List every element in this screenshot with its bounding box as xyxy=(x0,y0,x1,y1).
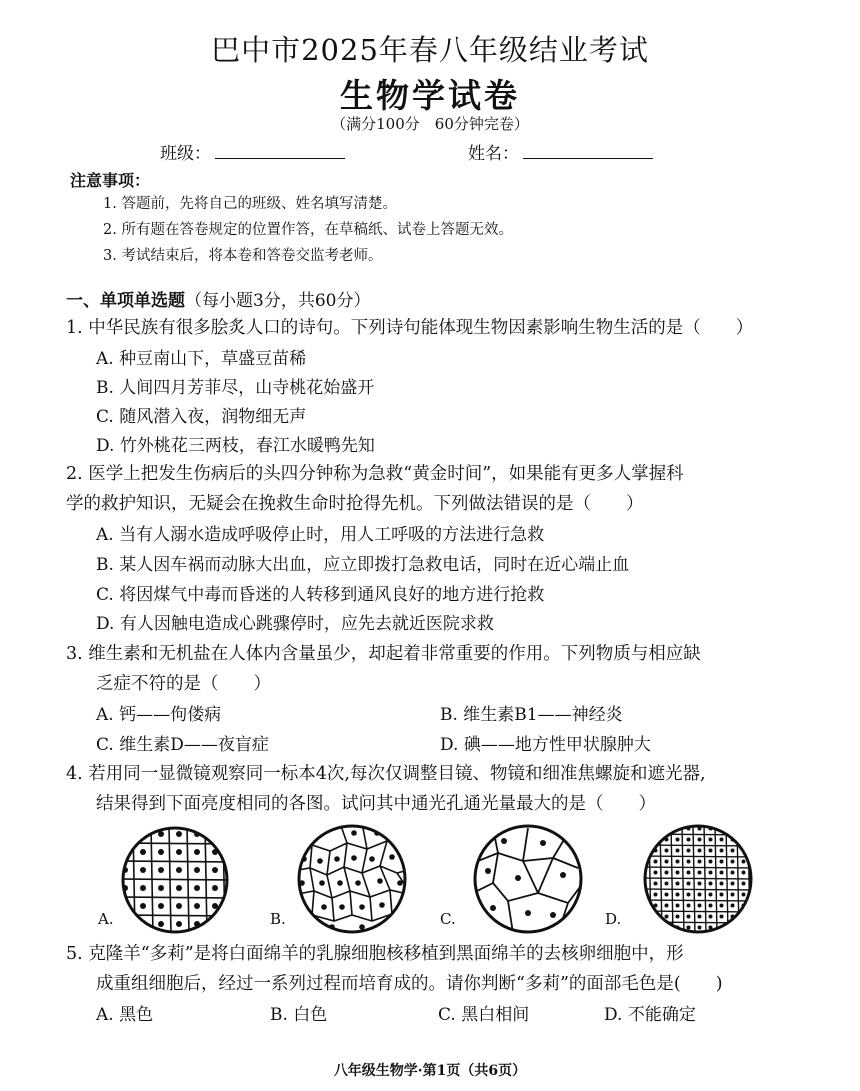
option-c: C. 黑白相间 xyxy=(438,1005,530,1025)
question-stem: 2. 医学上把发生伤病后的头四分钟称为急救“黄金时间”，如果能有更多人掌握科 xyxy=(66,464,684,484)
question-stem-cont: 学的救护知识，无疑会在挽救生命时抢得先机。下列做法错误的是（ ） xyxy=(66,494,644,514)
option-d: D. 有人因触电造成心跳骤停时，应先去就近医院求救 xyxy=(96,614,494,634)
figure-label-a: A. xyxy=(98,910,114,928)
microscope-view-c xyxy=(468,823,588,935)
note-item: 3. 考试结束后，将本卷和答卷交监考老师。 xyxy=(103,248,383,264)
name-blank xyxy=(523,144,653,159)
option-b: B. 白色 xyxy=(270,1005,328,1025)
option-c: C. 维生素D——夜盲症 xyxy=(96,735,269,755)
question-stem: 4. 若用同一显微镜观察同一标本4次,每次仅调整目镜、物镜和细准焦螺旋和遮光器, xyxy=(66,764,706,784)
question-stem: 5. 克隆羊“多莉”是将白面绵羊的乳腺细胞核移植到黑面绵羊的去核卵细胞中，形 xyxy=(66,944,684,964)
question-stem: 3. 维生素和无机盐在人体内含量虽少，却起着非常重要的作用。下列物质与相应缺 xyxy=(66,644,701,664)
section-title: 一、单项单选题 xyxy=(66,291,185,311)
option-a: A. 当有人溺水造成呼吸停止时，用人工呼吸的方法进行急救 xyxy=(96,525,545,545)
note-item: 2. 所有题在答卷规定的位置作答，在草稿纸、试卷上答题无效。 xyxy=(103,222,513,238)
name-field xyxy=(468,139,653,164)
option-b: B. 维生素B1——神经炎 xyxy=(440,705,623,725)
option-d: D. 竹外桃花三两枝，春江水暖鸭先知 xyxy=(96,436,375,456)
section-note: （每小题3分，共60分） xyxy=(185,291,371,311)
figure-label-b: B. xyxy=(270,910,286,928)
option-a: A. 黑色 xyxy=(96,1005,154,1025)
figure-label-c: C. xyxy=(440,910,456,928)
question-stem: 1. 中华民族有很多脍炙人口的诗句。下列诗句能体现生物因素影响生物生活的是（ ） xyxy=(66,318,754,338)
class-blank xyxy=(215,144,345,159)
option-c: C. 随风潜入夜，润物细无声 xyxy=(96,407,307,427)
note-item: 1. 答题前，先将自己的班级、姓名填写清楚。 xyxy=(103,196,397,212)
option-d: D. 不能确定 xyxy=(604,1005,696,1025)
page-footer: 八年级生物学·第1页（共6页） xyxy=(333,1063,527,1079)
class-label: 班级： xyxy=(160,144,211,164)
option-a: A. 钙——佝偻病 xyxy=(96,705,222,725)
exam-title: 巴中市2025年春八年级结业考试 xyxy=(211,33,649,67)
score-info: （满分100分 60分钟完卷） xyxy=(331,115,529,133)
microscope-view-d xyxy=(638,823,758,935)
figure-label-d: D. xyxy=(605,910,622,928)
question-stem-cont: 结果得到下面亮度相同的各图。试问其中通光孔通光量最大的是（ ） xyxy=(96,794,656,814)
option-a: A. 种豆南山下，草盛豆苗稀 xyxy=(96,349,307,369)
name-label: 姓名： xyxy=(468,144,519,164)
section-heading xyxy=(66,286,370,311)
notes-heading: 注意事项： xyxy=(70,171,151,190)
question-stem-cont: 成重组细胞后，经过一系列过程而培育成的。请你判断“多莉”的面部毛色是( ) xyxy=(96,974,723,994)
option-d: D. 碘——地方性甲状腺肿大 xyxy=(440,735,651,755)
microscope-view-b xyxy=(292,823,412,935)
question-stem-cont: 乏症不符的是（ ） xyxy=(96,674,271,694)
option-c: C. 将因煤气中毒而昏迷的人转移到通风良好的地方进行抢救 xyxy=(96,585,545,605)
option-b: B. 人间四月芳菲尽，山寺桃花始盛开 xyxy=(96,378,375,398)
option-b: B. 某人因车祸而动脉大出血，应立即拨打急救电话，同时在近心端止血 xyxy=(96,555,630,575)
microscope-view-a xyxy=(115,825,235,935)
exam-subtitle: 生物学试卷 xyxy=(340,76,520,115)
class-field xyxy=(160,139,345,164)
